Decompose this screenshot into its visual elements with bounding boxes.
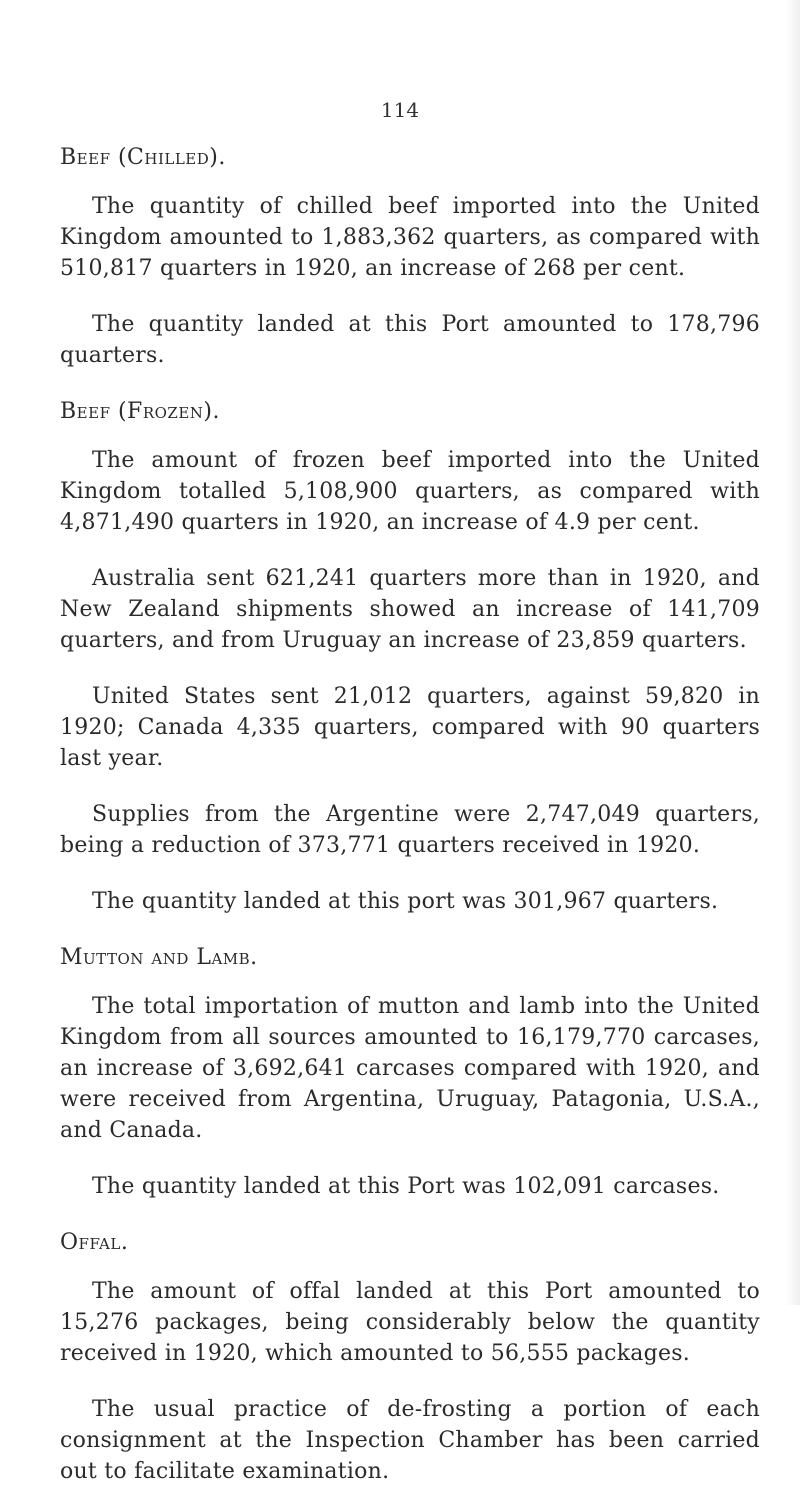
paragraph: The quantity landed at this port was 301,967 quarters. bbox=[92, 889, 719, 914]
section-offal bbox=[60, 1227, 760, 1487]
paragraph: The total importation of mutton and lamb into the United Kingdom from all sources amounted to 16,179,770 carcases, an increase of 3,692,641 carcases compared with 1920, and were received from Argentina, Uruguay, Patagonia, U.S.A., and Canada. bbox=[60, 994, 760, 1143]
paragraph: Australia sent 621,241 quarters more than in 1920, and New Zealand shipments showed an increase of 141,709 quarters, and from Uruguay an increase of 23,859 quarters. bbox=[60, 566, 760, 653]
document-body bbox=[60, 142, 760, 1512]
paragraph: The quantity landed at this Port amounted to 178,796 quarters. bbox=[60, 312, 760, 368]
section-mutton-and-lamb bbox=[60, 942, 760, 1202]
section-heading: Beef (Chilled). bbox=[60, 145, 226, 170]
page-edge-shadow bbox=[786, 0, 800, 1305]
paragraph: Supplies from the Argentine were 2,747,049 quarters, being a reduction of 373,771 quarters received in 1920. bbox=[60, 802, 760, 858]
section-beef-frozen bbox=[60, 396, 760, 917]
section-heading: Offal. bbox=[60, 1230, 129, 1255]
section-heading: Mutton and Lamb. bbox=[60, 945, 258, 970]
paragraph: United States sent 21,012 quarters, against 59,820 in 1920; Canada 4,335 quarters, compared with 90 quarters last year. bbox=[60, 684, 760, 771]
paragraph: The amount of offal landed at this Port amounted to 15,276 packages, being considerably below the quantity received in 1920, which amounted to 56,555 packages. bbox=[60, 1279, 760, 1366]
section-beef-chilled bbox=[60, 142, 760, 371]
page-number: 114 bbox=[380, 98, 420, 122]
paragraph: The usual practice of de-frosting a portion of each consignment at the Inspection Chamber has been carried out to facilitate examination. bbox=[60, 1397, 760, 1484]
section-heading: Beef (Frozen). bbox=[60, 399, 220, 424]
paragraph: The quantity landed at this Port was 102,091 carcases. bbox=[92, 1174, 720, 1199]
paragraph: The quantity of chilled beef imported into the United Kingdom amounted to 1,883,362 quarters, as compared with 510,817 quarters in 1920, an increase of 268 per cent. bbox=[60, 194, 760, 281]
paragraph: The amount of frozen beef imported into the United Kingdom totalled 5,108,900 quarters, as compared with 4,871,490 quarters in 1920, an increase of 4.9 per cent. bbox=[60, 448, 760, 535]
